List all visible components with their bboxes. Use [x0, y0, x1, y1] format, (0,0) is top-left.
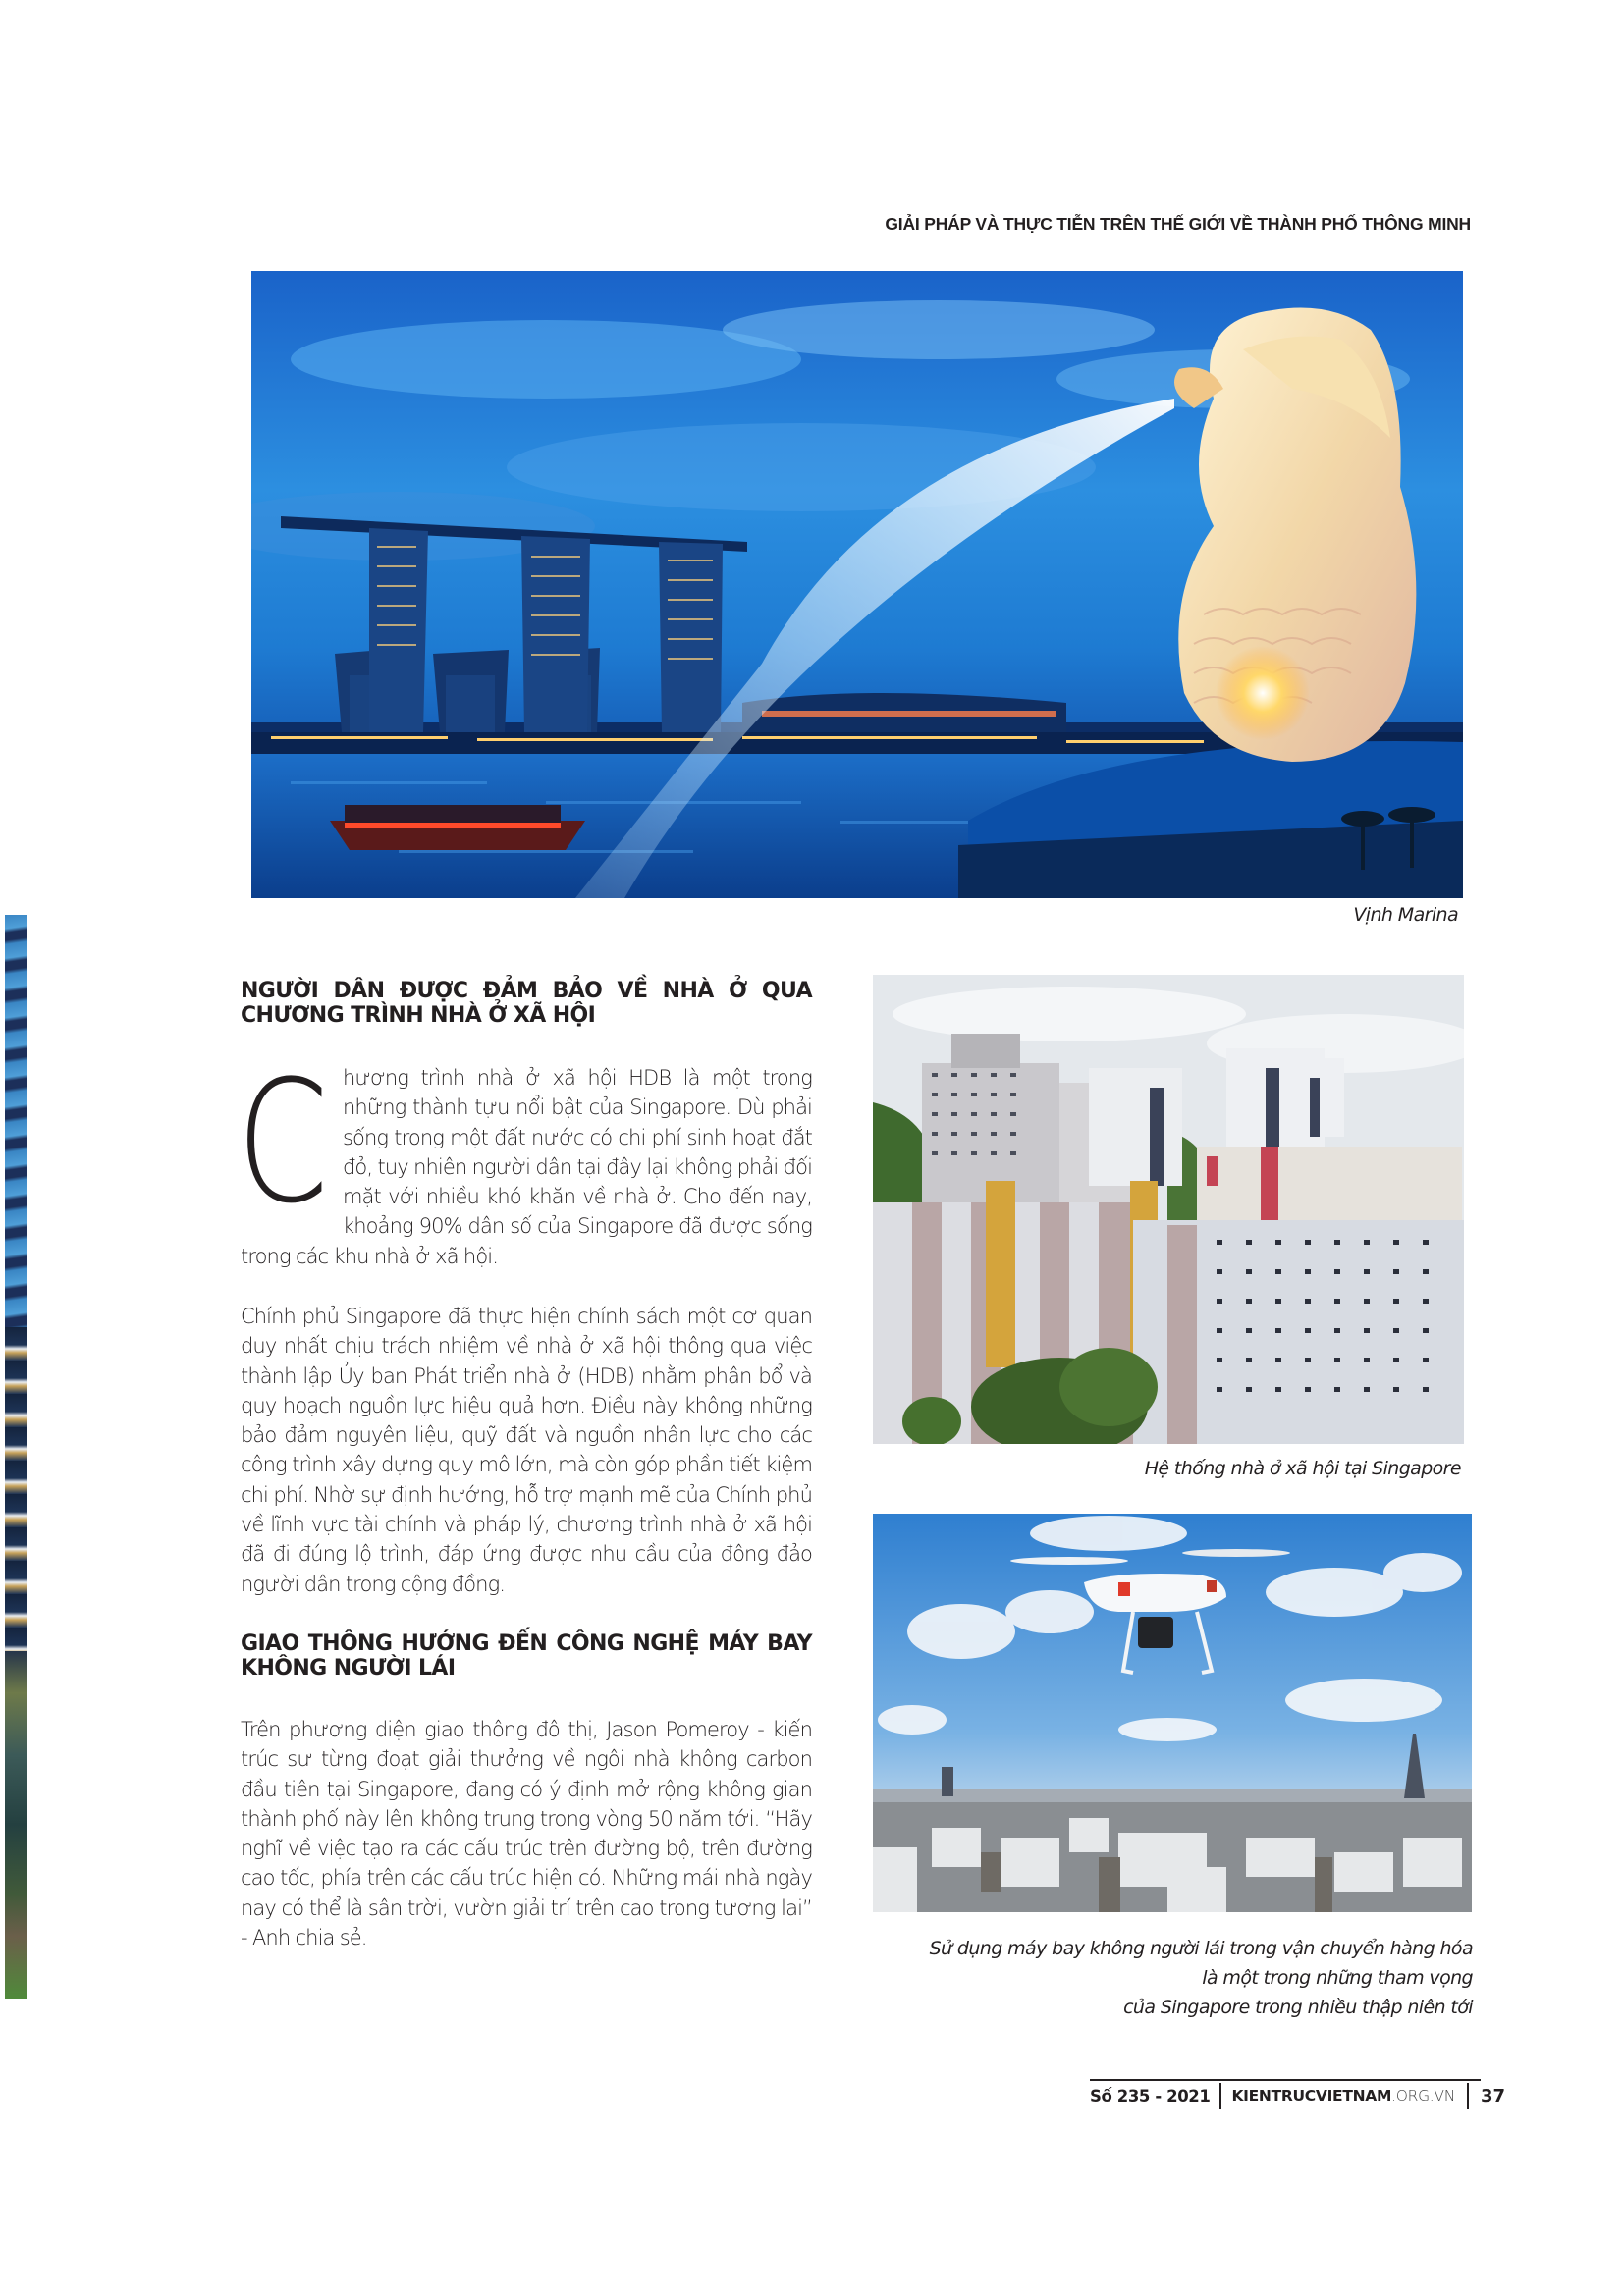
website-domain: .ORG.VN — [1391, 2087, 1456, 2105]
page-footer — [1090, 2082, 1505, 2109]
decorative-side-strip — [5, 915, 27, 1999]
caption-line-2: là một trong những tham vọng — [1202, 1967, 1473, 1989]
section-1-paragraph-1 — [237, 1043, 812, 1271]
issue-number: Số 235 - 2021 — [1090, 2086, 1211, 2106]
section-heading-social-housing: NGƯỜI DÂN ĐƯỢC ĐẢM BẢO VỀ NHÀ Ở QUA CHƯƠNG TRÌNH NHÀ Ở XÃ HỘI — [241, 979, 812, 1028]
section-1-paragraph-2: Chính phủ Singapore đã thực hiện chính sách một cơ quan duy nhất chịu trách nhiệm về nhà ở xã hội thông qua việc thành lập Ủy ban Phát triển nhà ở (HDB) nhằm phân bổ và quy hoạch nguồn lực hiệu quả hơn. Điều này không những bảo đảm nguyên liệu, quỹ đất và nguồn nhân lực cho các công trình xây dựng quy mô lớn, mà còn góp phần tiết kiệm chi phí. Nhờ sự định hướng, hỗ trợ mạnh mẽ của Chính phủ về lĩnh vực tài chính và pháp lý, chương trình nhà ở xã hội đã đi đúng lộ trình, đáp ứng được nhu cầu của đông đảo người dân trong cộng đồng. — [241, 1305, 812, 1596]
caption-line-3: của Singapore trong nhiều thập niên tới — [1123, 1997, 1473, 2018]
strip-segment-night — [5, 1327, 27, 1651]
paragraph-text: hương trình nhà ở xã hội HDB là một trong những thành tựu nổi bật của Singapore. Dù phải sống trong một đất nước có chi phí sinh hoạt đắt đỏ, tuy nhiên người dân tại đây lại không phải đối mặt với nhiều khó khăn về nhà ở. Cho đến nay, khoảng 90% dân số của Singapore đã được sống trong các khu nhà ở xã hội. — [241, 1066, 812, 1268]
section-2-paragraph-1: Trên phương diện giao thông đô thị, Jason Pomeroy - kiến trúc sư từng đoạt giải thưởng về ngôi nhà không carbon đầu tiên tại Singapore, đang có ý định mở rộng không gian thành phố này lên không trung trong vòng 50 năm tới. “Hãy nghĩ về việc tạo ra các cấu trúc trên đường bộ, trên đường cao tốc, phía trên các cấu trúc hiện có. Những mái nhà ngày nay có thể là sân trời, vườn giải trí trên cao trong tương lai” - Anh chia sẻ. — [241, 1718, 812, 1950]
caption-line-1: Sử dụng máy bay không người lái trong vận chuyển hàng hóa — [929, 1938, 1473, 1959]
marina-bay-photo — [251, 271, 1463, 898]
website[interactable] — [1221, 2087, 1467, 2105]
running-header: GIẢI PHÁP VÀ THỰC TIỄN TRÊN THẾ GIỚI VỀ THÀNH PHỐ THÔNG MINH — [885, 214, 1471, 234]
heading-line-1: GIAO THÔNG HƯỚNG ĐẾN CÔNG NGHỆ MÁY BAY — [241, 1631, 812, 1656]
website-name: KIENTRUCVIETNAM — [1231, 2087, 1392, 2105]
drone-photo — [873, 1514, 1472, 1912]
drop-cap: C — [237, 1043, 328, 1241]
heading-line-2: KHÔNG NGƯỜI LÁI — [241, 1656, 456, 1681]
strip-segment-greenery — [5, 1651, 27, 1999]
drone-photo-caption — [884, 1934, 1473, 2022]
page-number: 37 — [1481, 2085, 1506, 2107]
strip-segment-building — [5, 915, 27, 1327]
section-heading-drones — [241, 1631, 812, 1681]
hero-photo-caption: Vịnh Marina — [1353, 904, 1458, 926]
housing-photo-caption: Hệ thống nhà ở xã hội tại Singapore — [1144, 1458, 1461, 1479]
social-housing-photo — [873, 975, 1464, 1444]
footer-rule — [1090, 2079, 1481, 2081]
